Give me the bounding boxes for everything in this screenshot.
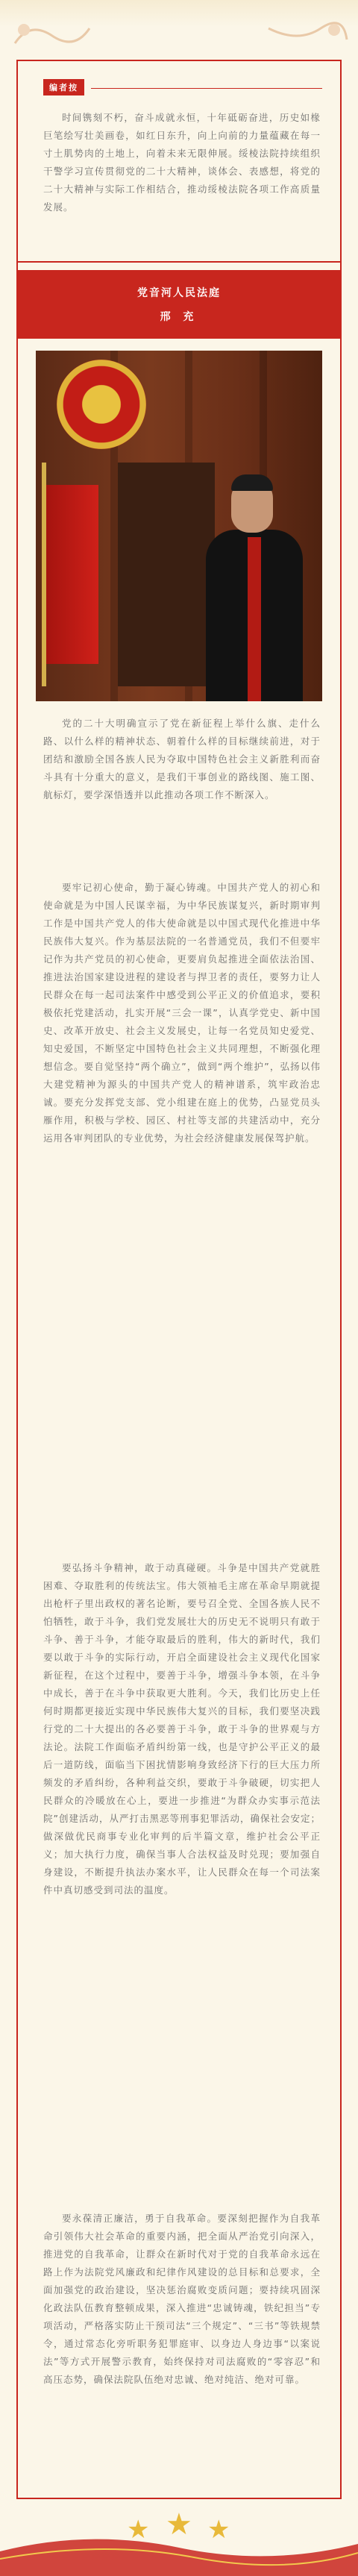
paragraph-1: 党的二十大明确宣示了党在新征程上举什么旗、走什么路、以什么样的精神状态、朝着什么样的目标继续前进，对于团结和激励全国各族人民为夺取中国特色社会主义新胜利而奋斗具有十分重大的意义，是我们干事创业的路线图、施工图、航标灯，要学深悟透并以此推动各项工作不断深入。: [43, 718, 321, 800]
cloud-ornament-right: [261, 13, 351, 58]
paragraph-3: 要弘扬斗争精神，敢于动真碰硬。斗争是中国共产党就胜困难、夺取胜利的传统法宝。伟大领袖毛主席在革命早期就提出枪杆子里出政权的著名论断，要号召全党、全国各族人民不怕牺牲，敢于斗争，我们党发展壮大的历史无不说明只有敢于斗争、善于斗争，才能夺取最后的胜利，伟大的新时代，我们要以敢于斗争的实际行动，开启全面建设社会主义现代化国家新征程，在这个过程中，要善于斗争，增强斗争本领，在斗争中成长，善于在斗争中获取更大胜利。今天，我们比历史上任何时期都更接近实现中华民族伟大复兴的目标，我们要坚决践行党的二十大提出的各必要善于斗争，敢于斗争的世界观与方法论。法院工作面临矛盾纠纷第一线，也是守护公平正义的最后一道防线，面临当下困扰情影响身致经济下行的巨大压力所频发的矛盾纠纷，各种利益交织，要敢于斗争破硬，切实把人民群众的冷暖放在心上，要进一步推进“为群众办实事示范法院”创建活动，从严打击黑恶等刑事犯罪活动，确保社会安定；做深做优民商事专业化审判的后半篇文章，维护社会公平正义；加大执行力度，确保当事人合法权益及时兑现；要加强自身建设，不断提升执法办案水平，让人民群众在每一个司法案件中真切感受到司法的温度。: [43, 1562, 321, 1896]
editor-note-rule: [91, 88, 322, 89]
paragraph-4: 要永葆清正廉洁，勇于自我革命。要深刻把握作为自我革命引领伟大社会革命的重要内涵，把全面从严治党引向深入，推进党的自我革命，让群众在新时代对于党的自我革命永远在路上作为法院党风廉政和纪律作风建设的总目标和总要求，全面加强党的政治建设，坚决惩治腐败变质问题；要持续巩固深化政法队伍教育整顿成果，深入推进“忠诚铸魂，铁纪担当”专项活动，严格落实防止干预司法“三个规定”、“三书”等铁规禁令，通过常态化旁听职务犯罪庭审、以身边人身边事“以案说法”等方式开展警示教育，始终保持对司法腐败的“零容忍”和高压态势，确保法院队伍绝对忠诚、绝对纯洁、绝对可靠。: [43, 2213, 321, 2385]
star-icon: ★: [207, 2515, 230, 2545]
byline-banner: [16, 270, 342, 339]
byline-author: 邢 充: [160, 311, 198, 323]
flag-icon: [46, 485, 98, 664]
person-hair: [231, 474, 273, 491]
paragraph-2: 要牢记初心使命，勤于凝心铸魂。中国共产党人的初心和使命就是为中国人民谋幸福，为中华民族谋复兴，新时期审判工作是中国共产党人的伟大使命就是以中国式现代化推进中华民族伟大复兴。作为基层法院的一名普通党员，我们不但要牢记作为共产党员的初心使命，更要肩负起推进全面依法治国、推进法治国家建设进程的建设者与捍卫者的责任，要努力让人民群众在每一起司法案件中感受到公平正义的价值追求，要积极依托党建活动，扎实开展“三会一课”，认真学党史、新中国史、改革开放史、社会主义发展史，让每一名党员知史爱党、知史爱国，不断坚定中国特色社会主义共同理想，不断强化理想信念。要自觉坚持“两个确立”，做到“两个维护”，弘扬以伟大建党精神为源头的中国共产党人的精神谱系，筑牢政治忠诚。要充分发挥党支部、党小组建在庭上的优势，凸显党员头雁作用，积极与学校、园区、村社等支部的共建活动中，充分运用各审判团队的专业优势，为社会经济健康发展保驾护航。: [43, 882, 321, 1144]
national-emblem-icon: [57, 360, 146, 449]
editor-note-tag: 编者按: [43, 79, 84, 95]
cloud-ornament-left: [7, 13, 97, 58]
bottom-decoration: [0, 2507, 358, 2576]
author-photo: [36, 351, 322, 701]
section-divider: [16, 261, 342, 263]
editor-note-text: 时间镌刻不朽，奋斗成就永恒，十年砥砺奋进，历史如椽巨笔绘写壮美画卷，如红日东升，向上向前的力量蕴藏在每一寸土肌势肉的土地上，向着未来无限伸展。绥棱法院持续组织干警学习宣传贯彻党的二十大精神，谈体会、表感想，将党的二十大精神与实际工作相结合，推动绥棱法院各项工作高质量发展。: [43, 112, 321, 213]
star-icon: ★: [127, 2515, 150, 2545]
robe-trim: [248, 537, 261, 701]
judge-chair: [118, 463, 215, 686]
byline-organization: 党音河人民法庭: [137, 287, 221, 299]
star-icon: ★: [166, 2507, 192, 2542]
